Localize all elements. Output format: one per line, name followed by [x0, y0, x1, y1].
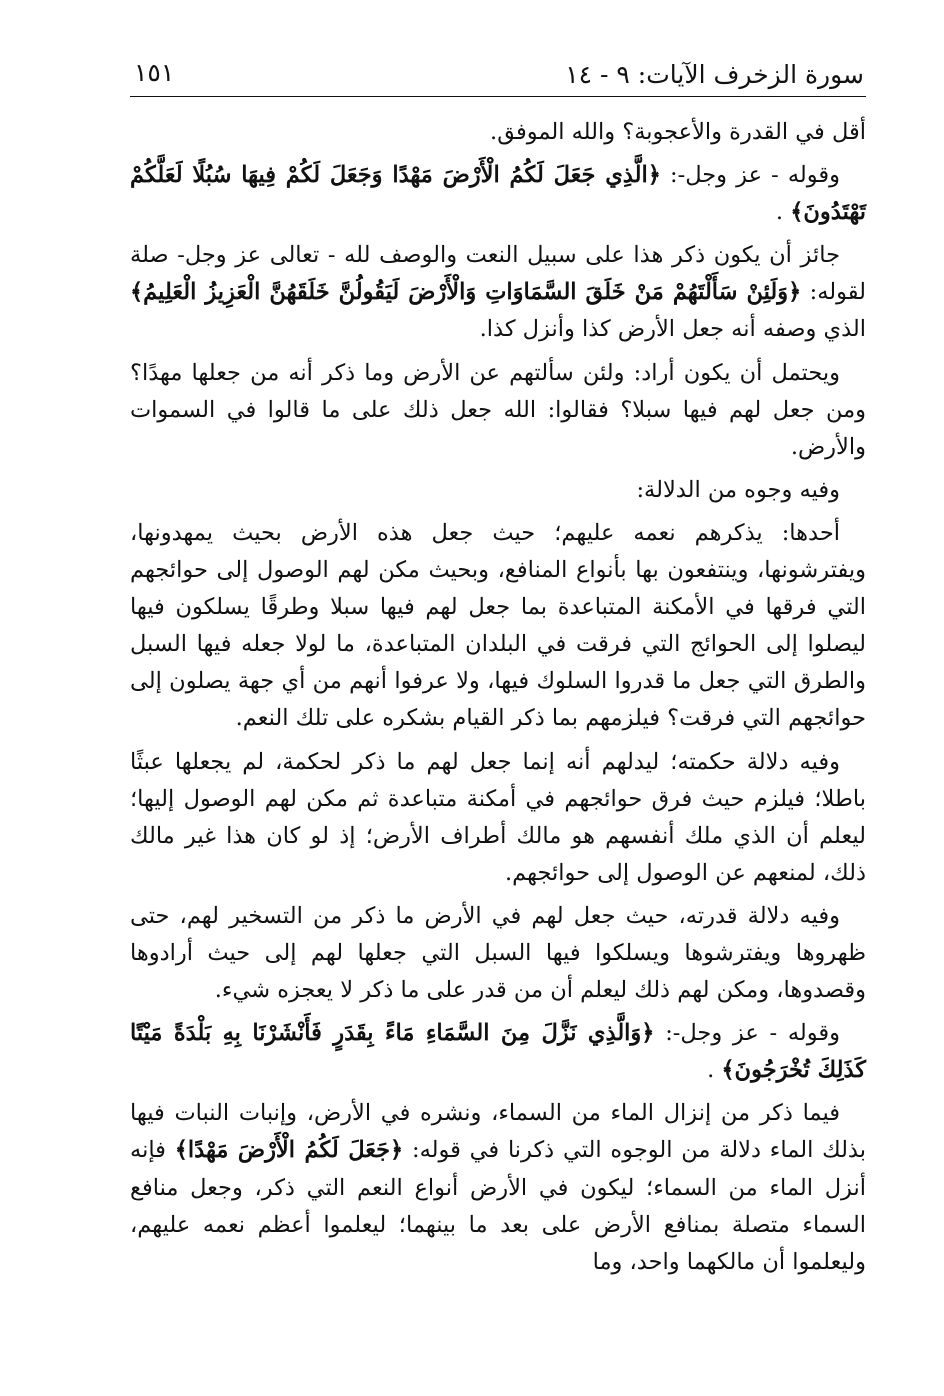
text-run: الذي وصفه أنه جعل الأرض كذا وأنزل كذا.	[479, 316, 866, 343]
paragraph	[130, 355, 866, 466]
text-run: جائز أن يكون ذكر هذا على سبيل النعت والوصف لله - تعالى عز وجل- صلة لقوله:	[130, 242, 866, 306]
paragraph	[130, 157, 866, 231]
quran-verse: ﴿وَلَئِنْ سَأَلْتَهُمْ مَنْ خَلَقَ السَّمَاوَاتِ وَالْأَرْضَ لَيَقُولُنَّ خَلَقَهُنَّ الْعَزِيزُ الْعَلِيمُ﴾	[130, 279, 802, 306]
header-divider	[130, 96, 866, 97]
text-run: .	[707, 1057, 722, 1084]
running-header	[130, 56, 866, 96]
paragraph	[130, 237, 866, 348]
text-run: وفيه دلالة قدرته، حيث جعل لهم في الأرض ما ذكر من التسخير لهم، حتى ظهروها ويفترشوها ويسلكوا فيها السبل التي جعلها لهم إلى حيث أرادوها وقصدوها، ومكن لهم ذلك ليعلم أن من قدر على ما ذكر لا يعجزه شيء.	[130, 902, 866, 1004]
text-run: أقل في القدرة والأعجوبة؟ والله الموفق.	[490, 119, 866, 145]
text-run: وفيه وجوه من الدلالة:	[636, 476, 840, 503]
text-run: ويحتمل أن يكون أراد: ولئن سألتهم عن الأرض وما ذكر أنه من جعلها مهدًا؟ ومن جعل لهم فيها سبلا؟ فقالوا: الله جعل ذلك على ما قالوا في السموات والأرض.	[130, 359, 866, 460]
paragraph	[130, 1095, 866, 1280]
paragraph	[130, 898, 866, 1009]
paragraph	[130, 515, 866, 738]
text-run: وقوله - عز وجل-:	[660, 162, 840, 189]
paragraph	[130, 114, 866, 151]
text-run: وقوله - عز وجل-:	[654, 1020, 840, 1047]
surah-title: سورة الزخرف الآيات: ٩ - ١٤	[565, 60, 864, 89]
body-text	[130, 114, 866, 1287]
text-run: أحدها: يذكرهم نعمه عليهم؛ حيث جعل هذه الأرض بحيث يمهدونها، ويفترشونها، وينتفعون بها بأنواع المنافع، وبحيث مكن لهم الوصول إلى حوائجهم التي فرقها في الأمكنة المتباعدة بما جعل لهم فيها سبلا وطرقًا يسلكون فيها ليصلوا إلى الحوائج التي فرقت في البلدان المتباعدة، ما لولا جعله فيها السبل والطرق التي جعل ما قدروا السلوك فيها، ولا عرفوا أنهم من أي جهة يصلون إلى حوائجهم التي فرقت؟ فيلزمهم بما ذكر القيام بشكره على تلك النعم.	[130, 519, 866, 732]
page-number: ١٥١	[134, 58, 175, 87]
paragraph	[130, 1015, 866, 1089]
quran-verse: ﴿وَالَّذِي نَزَّلَ مِنَ السَّمَاءِ مَاءً بِقَدَرٍ فَأَنْشَرْنَا بِهِ بَلْدَةً مَيْتًا كَذَلِكَ تُخْرَجُونَ﴾	[130, 1020, 866, 1084]
paragraph	[130, 472, 866, 509]
text-run: وفيه دلالة حكمته؛ ليدلهم أنه إنما جعل لهم ما ذكر لحكمة، لم يجعلها عبثًا باطلا؛ فيلزم حيث فرق حوائجهم في أمكنة متباعدة ثم مكن لهم الوصول إليها؛ ليعلم أن الذي ملك أنفسهم هو مالك أطراف الأرض؛ إذ لو كان هذا غير مالك ذلك، لمنعهم عن الوصول إلى حوائجهم.	[130, 748, 866, 886]
text-run: فيما ذكر من إنزال الماء من السماء، ونشره في الأرض، وإنبات النبات فيها بذلك الماء دلالة من الوجوه التي ذكرنا في قوله:	[130, 1100, 867, 1164]
text-run: .	[775, 199, 791, 226]
text-run: فإنه أنزل الماء من السماء؛ ليكون في الأرض أنواع النعم التي ذكر، وجعل منافع السماء متصلة بمنافع الأرض على بعد ما بينهما؛ ليعلموا أعظم نعمه عليهم، وليعلموا أن مالكهما واحد، وما	[130, 1137, 866, 1275]
paragraph	[130, 744, 866, 892]
quran-verse: ﴿جَعَلَ لَكُمُ الْأَرْضَ مَهْدًا﴾	[174, 1137, 404, 1164]
quran-verse: ﴿الَّذِي جَعَلَ لَكُمُ الْأَرْضَ مَهْدًا وَجَعَلَ لَكُمْ فِيهَا سُبُلًا لَعَلَّكُمْ تَهْتَدُونَ﴾	[130, 162, 866, 226]
